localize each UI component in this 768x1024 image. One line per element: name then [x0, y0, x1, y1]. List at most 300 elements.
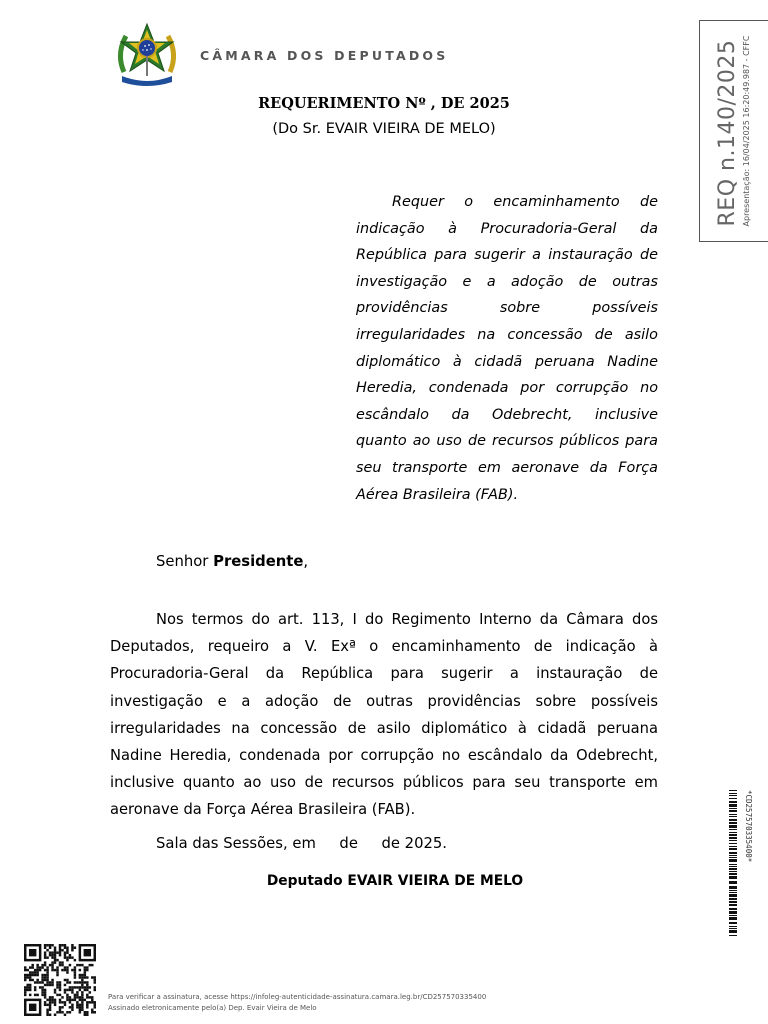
qr-module [41, 979, 43, 981]
qr-module [71, 989, 73, 991]
qr-module [81, 1006, 83, 1008]
qr-module [44, 944, 46, 946]
qr-module [54, 989, 56, 991]
barcode-bar [729, 926, 737, 927]
qr-module [76, 1004, 78, 1006]
qr-module [91, 964, 93, 966]
qr-module [34, 981, 36, 983]
qr-module [79, 989, 81, 991]
qr-module [89, 964, 91, 966]
qr-module [71, 1004, 73, 1006]
qr-module [79, 969, 81, 971]
document-header [112, 20, 632, 90]
qr-module [46, 971, 48, 973]
qr-module [74, 974, 76, 976]
qr-module [71, 949, 73, 951]
qr-module [36, 966, 38, 968]
qr-module [69, 954, 71, 956]
qr-module [86, 1014, 88, 1016]
qr-module [91, 1011, 93, 1013]
qr-module [56, 994, 58, 996]
qr-module [69, 1006, 71, 1008]
qr-module [71, 991, 73, 993]
qr-module [74, 986, 76, 988]
qr-module [59, 1011, 61, 1013]
qr-module [64, 979, 66, 981]
qr-module [71, 1009, 73, 1011]
qr-module [69, 986, 71, 988]
qr-module [49, 954, 51, 956]
qr-module [81, 996, 83, 998]
barcode-bar [729, 825, 737, 828]
qr-module [76, 1006, 78, 1008]
qr-module [59, 961, 61, 963]
qr-module [59, 1006, 61, 1008]
qr-module [74, 971, 76, 973]
qr-module [84, 966, 86, 968]
qr-module [61, 949, 63, 951]
qr-module [66, 989, 68, 991]
qr-module [54, 999, 56, 1001]
qr-module [86, 981, 88, 983]
qr-module [79, 996, 81, 998]
qr-finder [29, 1004, 36, 1011]
qr-module [31, 964, 33, 966]
qr-module [86, 969, 88, 971]
qr-module [94, 989, 96, 991]
qr-module [51, 956, 53, 958]
qr-module [74, 981, 76, 983]
qr-module [44, 954, 46, 956]
qr-module [76, 991, 78, 993]
qr-module [64, 946, 66, 948]
qr-module [64, 951, 66, 953]
qr-module [49, 1001, 51, 1003]
qr-module [31, 966, 33, 968]
qr-module [31, 979, 33, 981]
qr-module [59, 951, 61, 953]
ementa-paragraph: Requer o encaminhamento de indicação à Procuradoria-Geral da República para sugerir a instauração de investigação e a adoção de outras providências sobre possíveis irregularidades na concessão de asilo diplomático à cidadã peruana Nadine Heredia, condenada por corrupção no escândalo da Odebrecht, inclusive quanto ao uso de recursos públicos para seu transporte em aeronave da Força Aérea Brasileira (FAB). [356, 194, 658, 503]
qr-module [46, 1014, 48, 1016]
qr-module [29, 979, 31, 981]
qr-module [61, 961, 63, 963]
qr-module [39, 986, 41, 988]
qr-module [54, 954, 56, 956]
barcode-bar [729, 911, 737, 914]
qr-module [59, 1001, 61, 1003]
qr-module [74, 969, 76, 971]
qr-module [51, 961, 53, 963]
qr-module [26, 986, 28, 988]
qr-module [49, 944, 51, 946]
qr-module [69, 1001, 71, 1003]
qr-module [36, 971, 38, 973]
qr-module [69, 999, 71, 1001]
qr-module [41, 964, 43, 966]
barcode-bar [729, 868, 737, 870]
qr-module [44, 1001, 46, 1003]
qr-module [44, 996, 46, 998]
qr-module [81, 986, 83, 988]
qr-module [44, 956, 46, 958]
qr-module [81, 979, 83, 981]
qr-module [51, 954, 53, 956]
qr-module [24, 969, 26, 971]
qr-module [54, 959, 56, 961]
qr-module [44, 1004, 46, 1006]
qr-module [81, 991, 83, 993]
barcode-bar [729, 894, 737, 897]
qr-module [81, 1009, 83, 1011]
barcode-bar [729, 908, 737, 910]
qr-module [64, 966, 66, 968]
qr-module [81, 994, 83, 996]
qr-module [46, 1004, 48, 1006]
qr-module [89, 996, 91, 998]
verification-footer [108, 992, 486, 1014]
qr-module [29, 966, 31, 968]
qr-module [91, 1009, 93, 1011]
qr-module [29, 989, 31, 991]
barcode-bar [729, 852, 737, 854]
barcode-bar [729, 829, 737, 830]
qr-module [94, 979, 96, 981]
qr-module [54, 961, 56, 963]
qr-module [54, 946, 56, 948]
qr-module [64, 989, 66, 991]
qr-module [94, 1001, 96, 1003]
stamp-req-number: REQ n.140/2025 [715, 39, 740, 227]
qr-module [39, 981, 41, 983]
qr-module [34, 969, 36, 971]
qr-module [44, 979, 46, 981]
qr-module [36, 969, 38, 971]
qr-module [79, 1009, 81, 1011]
qr-module [41, 994, 43, 996]
qr-module [81, 999, 83, 1001]
qr-module [61, 996, 63, 998]
qr-module [49, 1009, 51, 1011]
qr-module [54, 949, 56, 951]
chamber-name: CÂMARA DOS DEPUTADOS [200, 48, 449, 63]
barcode-bar [729, 843, 737, 844]
qr-module [29, 984, 31, 986]
qr-module [49, 964, 51, 966]
qr-module [71, 999, 73, 1001]
qr-module [44, 951, 46, 953]
qr-module [64, 944, 66, 946]
qr-module [49, 981, 51, 983]
salutation-bold: Presidente [213, 553, 304, 570]
barcode-bar [729, 922, 737, 924]
qr-module [24, 989, 26, 991]
qr-module [46, 999, 48, 1001]
barcode-bar [729, 840, 737, 841]
qr-module [66, 981, 68, 983]
qr-module [74, 999, 76, 1001]
qr-module [51, 981, 53, 983]
qr-module [26, 969, 28, 971]
qr-module [36, 979, 38, 981]
qr-module [59, 949, 61, 951]
qr-module [66, 951, 68, 953]
qr-module [64, 1004, 66, 1006]
qr-module [79, 1006, 81, 1008]
qr-module [51, 984, 53, 986]
barcode-bar [729, 917, 737, 920]
barcode-bar [729, 876, 737, 879]
qr-module [81, 974, 83, 976]
qr-module [59, 946, 61, 948]
qr-code-icon [24, 944, 96, 1016]
qr-module [51, 944, 53, 946]
qr-module [46, 949, 48, 951]
qr-module [39, 969, 41, 971]
qr-module [41, 991, 43, 993]
barcode-bar [729, 790, 737, 791]
stamp-presented-date: Apresentação: 16/04/2025 16:20:49.987 - CFFC [742, 35, 751, 227]
qr-module [49, 951, 51, 953]
qr-module [41, 989, 43, 991]
qr-module [66, 966, 68, 968]
qr-module [64, 991, 66, 993]
qr-module [59, 994, 61, 996]
qr-module [46, 944, 48, 946]
qr-module [54, 969, 56, 971]
qr-module [46, 976, 48, 978]
qr-module [91, 976, 93, 978]
qr-module [59, 989, 61, 991]
qr-module [91, 996, 93, 998]
qr-module [84, 981, 86, 983]
qr-module [54, 956, 56, 958]
qr-module [94, 976, 96, 978]
qr-module [74, 959, 76, 961]
qr-module [86, 1006, 88, 1008]
salutation [156, 553, 308, 570]
qr-module [36, 994, 38, 996]
qr-module [56, 966, 58, 968]
date-line: Sala das Sessões, em de de 2025. [156, 835, 448, 852]
qr-module [26, 974, 28, 976]
qr-module [74, 996, 76, 998]
qr-module [41, 966, 43, 968]
qr-module [79, 974, 81, 976]
qr-module [94, 1006, 96, 1008]
verify-link-line[interactable]: Para verificar a assinatura, acesse https://infoleg-autenticidade-assinatura.camara.leg.br/CD257570335400 [108, 993, 487, 1001]
qr-module [84, 986, 86, 988]
qr-module [74, 946, 76, 948]
qr-module [49, 1006, 51, 1008]
barcode-bar [729, 928, 737, 929]
qr-module [71, 969, 73, 971]
barcode-bar [729, 873, 737, 875]
qr-module [49, 1004, 51, 1006]
qr-module [84, 974, 86, 976]
qr-module [54, 951, 56, 953]
barcode-bar [729, 901, 737, 903]
barcode-bar [729, 795, 737, 796]
qr-module [31, 974, 33, 976]
qr-module [29, 974, 31, 976]
qr-module [51, 969, 53, 971]
qr-module [76, 986, 78, 988]
qr-module [84, 1014, 86, 1016]
qr-module [44, 994, 46, 996]
qr-module [76, 994, 78, 996]
barcode-bar [729, 801, 737, 803]
qr-module [44, 984, 46, 986]
barcode-bar [729, 886, 737, 889]
qr-module [74, 976, 76, 978]
barcode-bar [729, 798, 737, 799]
qr-module [64, 969, 66, 971]
qr-module [79, 964, 81, 966]
barcode-bar [729, 890, 737, 891]
qr-module [66, 971, 68, 973]
qr-module [29, 976, 31, 978]
qr-module [94, 986, 96, 988]
qr-module [41, 981, 43, 983]
qr-module [54, 991, 56, 993]
qr-module [76, 981, 78, 983]
qr-module [71, 944, 73, 946]
qr-module [59, 984, 61, 986]
qr-module [46, 974, 48, 976]
qr-module [44, 961, 46, 963]
qr-module [46, 984, 48, 986]
qr-module [56, 986, 58, 988]
qr-module [89, 986, 91, 988]
protocol-stamp [699, 20, 768, 242]
qr-module [51, 966, 53, 968]
barcode-bar [729, 857, 737, 858]
qr-module [56, 974, 58, 976]
qr-module [56, 1011, 58, 1013]
qr-module [64, 954, 66, 956]
qr-module [71, 986, 73, 988]
qr-module [51, 996, 53, 998]
qr-module [36, 964, 38, 966]
signer-name: Deputado EVAIR VIEIRA DE MELO [266, 873, 524, 889]
qr-module [24, 986, 26, 988]
qr-module [59, 964, 61, 966]
qr-module [86, 994, 88, 996]
qr-module [44, 991, 46, 993]
qr-module [66, 999, 68, 1001]
qr-module [56, 959, 58, 961]
qr-module [31, 971, 33, 973]
qr-module [66, 1011, 68, 1013]
qr-module [44, 946, 46, 948]
qr-module [76, 964, 78, 966]
qr-module [66, 946, 68, 948]
barcode-bar [729, 892, 737, 893]
qr-module [69, 989, 71, 991]
body-paragraph: Nos termos do art. 113, I do Regimento Interno da Câmara dos Deputados, requeiro a V. Exª o encaminhamento de indicação à Procuradoria-Geral da República para sugerir a instauração de investigação e a adoção de outras providências sobre possíveis irregularidades na concessão de asilo diplomático à cidadã peruana Nadine Heredia, condenada por corrupção no escândalo da Odebrecht, inclusive quanto ao uso de recursos públicos para seu transporte em aeronave da Força Aérea Brasileira (FAB). [110, 611, 658, 819]
qr-module [51, 964, 53, 966]
document-title: REQUERIMENTO Nº , DE 2025 [258, 95, 510, 112]
qr-module [46, 979, 48, 981]
qr-module [86, 966, 88, 968]
qr-module [61, 1006, 63, 1008]
barcode-bar [729, 816, 737, 817]
qr-module [84, 1011, 86, 1013]
qr-module [39, 966, 41, 968]
qr-finder [29, 949, 36, 956]
qr-module [84, 976, 86, 978]
qr-module [54, 1014, 56, 1016]
qr-module [66, 994, 68, 996]
salutation-prefix: Senhor [156, 553, 214, 570]
salutation-suffix: , [303, 553, 309, 570]
qr-module [81, 964, 83, 966]
qr-module [79, 1004, 81, 1006]
qr-module [29, 971, 31, 973]
qr-module [49, 984, 51, 986]
qr-module [24, 979, 26, 981]
qr-module [49, 946, 51, 948]
barcode-bar [729, 904, 737, 906]
barcode-bar [729, 814, 737, 815]
barcode-bar [729, 935, 737, 936]
qr-module [44, 964, 46, 966]
barcode-bar [729, 846, 737, 847]
barcode-bar [729, 804, 737, 807]
qr-module [26, 976, 28, 978]
qr-module [86, 1011, 88, 1013]
qr-module [44, 969, 46, 971]
barcode-bar [729, 855, 737, 856]
qr-module [66, 949, 68, 951]
qr-module [69, 996, 71, 998]
qr-module [79, 1011, 81, 1013]
qr-module [61, 1001, 63, 1003]
qr-module [49, 999, 51, 1001]
qr-module [64, 984, 66, 986]
qr-module [86, 989, 88, 991]
qr-module [46, 969, 48, 971]
qr-module [24, 966, 26, 968]
qr-module [59, 954, 61, 956]
qr-module [59, 1009, 61, 1011]
signed-by-line: Assinado eletronicamente pelo(a) Dep. Evair Vieira de Melo [108, 1004, 317, 1012]
qr-module [69, 964, 71, 966]
barcode-bar [729, 832, 737, 833]
qr-module [49, 1014, 51, 1016]
qr-module [69, 981, 71, 983]
barcode-code-text: *CD257570335400* [744, 790, 753, 863]
qr-module [46, 1009, 48, 1011]
qr-module [84, 969, 86, 971]
qr-module [94, 1004, 96, 1006]
barcode-bar [729, 930, 737, 933]
qr-module [59, 981, 61, 983]
qr-module [51, 1001, 53, 1003]
qr-module [46, 981, 48, 983]
barcode-bar [729, 819, 737, 821]
qr-module [81, 984, 83, 986]
barcode-bar [729, 810, 737, 812]
barcode-bar [729, 793, 737, 794]
qr-module [56, 969, 58, 971]
qr-module [26, 984, 28, 986]
qr-module [59, 999, 61, 1001]
barcode-bar [729, 808, 737, 809]
qr-module [34, 974, 36, 976]
qr-module [29, 986, 31, 988]
author-line: (Do Sr. EVAIR VIEIRA DE MELO) [272, 121, 496, 137]
